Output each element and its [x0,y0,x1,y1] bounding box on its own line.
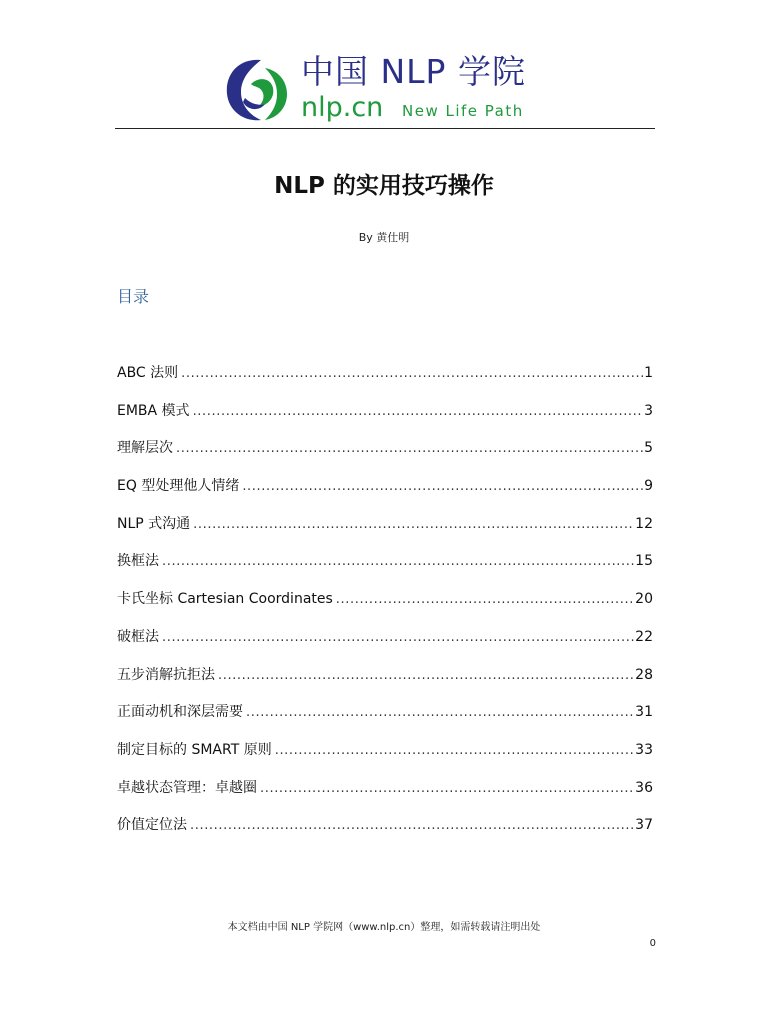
toc-entry-page: 33 [635,741,653,758]
toc-entry[interactable] [117,587,653,625]
toc-entry[interactable] [117,625,653,663]
toc-entry-page: 1 [644,365,653,381]
page-header [115,44,655,130]
toc-entry-page: 31 [635,704,653,721]
toc-entry-page: 15 [635,553,653,570]
toc-entry[interactable] [117,663,653,701]
toc-entry[interactable] [117,399,653,437]
toc-dot-leader [162,550,634,574]
toc-entry-label[interactable]: 破框法 [117,628,159,645]
toc-entry-page: 36 [635,779,653,796]
footer-note: 本文档由中国 NLP 学院网（www.nlp.cn）整理，如需转载请注明出处 [227,922,541,933]
toc-entry-page: 22 [635,628,653,645]
logo-tagline: New Life Path [402,102,524,120]
toc-dot-leader [193,400,644,424]
toc-dot-leader [260,777,634,801]
toc-dot-leader [193,513,634,537]
toc-entry-page: 37 [635,817,653,834]
logo-domain: nlp.cn [301,92,384,123]
author-byline: By 黄仕明 [358,231,410,244]
toc-entry-label[interactable]: 卓越状态管理：卓越圈 [117,779,257,796]
toc-heading: 目录 [117,287,150,306]
toc-entry-label[interactable]: NLP 式沟通 [117,515,191,532]
toc-entry-page: 5 [644,440,653,457]
header-divider [115,128,655,129]
toc-entry-label[interactable]: ABC 法则 [117,365,179,381]
toc-dot-leader [176,437,643,461]
toc-entry-label[interactable]: 卡氏坐标 Cartesian Coordinates [117,591,333,608]
toc-entry[interactable] [117,361,653,399]
toc-dot-leader [162,626,634,650]
toc-entry[interactable] [117,436,653,474]
toc-dot-leader [190,814,634,838]
toc-entry-label[interactable]: 制定目标的 SMART 原则 [117,741,272,758]
toc-entry-label[interactable]: 理解层次 [117,440,173,457]
nlp-logo-icon [221,54,293,126]
logo-chinese-name: 中国 NLP 学院 [301,52,526,91]
toc-dot-leader [246,701,634,725]
toc-entry-page: 3 [644,402,653,419]
toc-dot-leader [336,588,634,612]
table-of-contents [117,361,653,851]
toc-entry-label[interactable]: EQ 型处理他人情绪 [117,478,240,495]
toc-entry[interactable] [117,512,653,550]
toc-entry[interactable] [117,776,653,814]
toc-entry-label[interactable]: 五步消解抗拒法 [117,666,215,683]
toc-entry[interactable] [117,813,653,851]
toc-entry-label[interactable]: EMBA 模式 [117,402,190,419]
toc-entry[interactable] [117,738,653,776]
document-title: NLP 的实用技巧操作 [274,173,494,199]
page-number: 0 [649,938,656,949]
toc-dot-leader [242,475,643,499]
toc-entry-page: 28 [635,666,653,683]
toc-dot-leader [218,664,634,688]
toc-entry-label[interactable]: 正面动机和深层需要 [117,704,243,721]
toc-entry-label[interactable]: 换框法 [117,553,159,570]
toc-dot-leader [181,362,643,386]
toc-dot-leader [275,739,634,763]
toc-entry[interactable] [117,700,653,738]
toc-entry-page: 20 [635,591,653,608]
toc-entry-page: 9 [644,478,653,495]
toc-entry-label[interactable]: 价值定位法 [117,817,187,834]
toc-entry-page: 12 [635,515,653,532]
toc-entry[interactable] [117,474,653,512]
toc-entry[interactable] [117,549,653,587]
